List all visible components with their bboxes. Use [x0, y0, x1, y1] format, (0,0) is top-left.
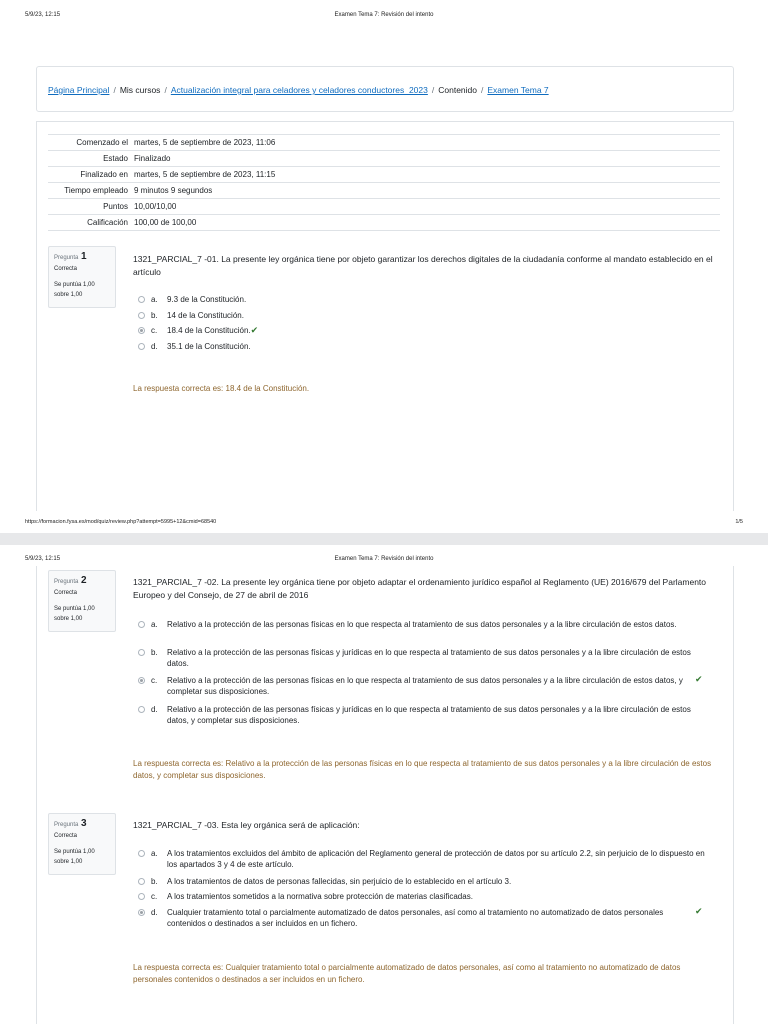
- answer-option[interactable]: [138, 891, 713, 903]
- answer-option[interactable]: [138, 294, 713, 306]
- answer-text: Relativo a la protección de las personas físicas en lo que respecta al tratamiento de sus datos personales y a la libre circulación de estos datos, y completar sus disposiciones.: [167, 676, 683, 696]
- summary-label: Puntos: [103, 202, 128, 211]
- attempt-summary-table: [48, 134, 720, 231]
- answer-option-selected[interactable]: [138, 675, 713, 699]
- answer-letter: d.: [151, 342, 158, 351]
- answer-option[interactable]: [138, 310, 713, 322]
- question-number-value: 1: [81, 251, 87, 262]
- question-prefix: Pregunta: [54, 255, 79, 261]
- question-prefix: Pregunta: [54, 579, 79, 585]
- print-title: Examen Tema 7: Revisión del intento: [334, 12, 434, 18]
- question-number-value: 2: [81, 575, 87, 586]
- radio-button[interactable]: [138, 706, 145, 713]
- answer-option[interactable]: [138, 876, 713, 888]
- page-separator: [0, 533, 768, 545]
- answer-text: A los tratamientos de datos de personas fallecidas, sin perjuicio de lo establecido en el artículo 3.: [167, 877, 512, 886]
- radio-button[interactable]: [138, 893, 145, 900]
- radio-button-checked[interactable]: [138, 677, 145, 684]
- question-1-text: 1321_PARCIAL_7 -01. La presente ley orgánica tiene por objeto garantizar los derechos digitales de la ciudadanía conforme al mandato establecido en el artículo: [133, 254, 713, 277]
- summary-label: Calificación: [87, 218, 128, 227]
- breadcrumb-separator: /: [431, 85, 435, 95]
- radio-button[interactable]: [138, 649, 145, 656]
- print-header: [0, 12, 768, 26]
- breadcrumb-content: Contenido: [438, 85, 477, 95]
- summary-row-grade: [48, 215, 720, 231]
- answer-option[interactable]: [138, 704, 713, 728]
- answer-text: 14 de la Constitución.: [167, 311, 244, 320]
- radio-button[interactable]: [138, 296, 145, 303]
- summary-row-state: [48, 151, 720, 167]
- question-1-feedback: La respuesta correcta es: 18.4 de la Constitución.: [133, 384, 310, 393]
- summary-label: Estado: [103, 154, 128, 163]
- summary-row-points: [48, 199, 720, 215]
- answer-letter: d.: [151, 908, 158, 917]
- summary-label: Comenzado el: [76, 138, 128, 147]
- breadcrumb-separator: /: [164, 85, 167, 95]
- question-number-value: 3: [81, 818, 87, 829]
- breadcrumb: [48, 85, 549, 95]
- question-1-info: [48, 246, 116, 308]
- breadcrumb-my-courses: Mis cursos: [119, 85, 161, 95]
- radio-button[interactable]: [138, 850, 145, 857]
- print-url: https://formacion.fysa.es/mod/quiz/review.php?attempt=5995+12&cmid=68540: [25, 519, 217, 525]
- answer-letter: a.: [151, 620, 158, 629]
- summary-value: 9 minutos 9 segundos: [134, 186, 213, 195]
- answer-option[interactable]: [138, 848, 713, 872]
- summary-label: Tiempo empleado: [64, 186, 128, 195]
- radio-button[interactable]: [138, 878, 145, 885]
- answer-text: Relativo a la protección de las personas físicas en lo que respecta al tratamiento de sus datos personales y a la libre circulación de estos datos.: [167, 620, 677, 629]
- question-3-feedback: La respuesta correcta es: Cualquier tratamiento total o parcialmente automatizado de datos personales, así como al tratamiento no automatizado de datos personales contenidos o destinados a ser incluidos en un fichero.: [133, 963, 681, 984]
- answer-text: Cualquier tratamiento total o parcialmente automatizado de datos personales, así como al tratamiento no automatizado de datos personales contenidos o destinados a ser incluidos en un fichero.: [167, 908, 664, 928]
- question-2-feedback: La respuesta correcta es: Relativo a la protección de las personas físicas en lo que respecta al tratamiento de sus datos personales y a la libre circulación de estos datos, y completar sus disposiciones.: [133, 759, 712, 780]
- radio-button[interactable]: [138, 621, 145, 628]
- answer-text: Relativo a la protección de las personas físicas y jurídicas en lo que respecta al tratamiento de sus datos personales y a la libre circulación de estos datos, y completar sus disposiciones.: [167, 705, 691, 725]
- answer-letter: a.: [151, 849, 158, 858]
- question-grade: Se puntúa 1,00 sobre 1,00: [54, 849, 95, 865]
- answer-option-selected[interactable]: [138, 907, 713, 931]
- print-page-number: 1/5: [735, 519, 743, 525]
- check-icon: ✔: [695, 674, 703, 684]
- summary-value: Finalizado: [134, 154, 171, 163]
- radio-button-checked[interactable]: [138, 909, 145, 916]
- answer-option[interactable]: [138, 647, 713, 671]
- answer-text: [167, 325, 707, 336]
- summary-label: Finalizado en: [80, 170, 128, 179]
- question-2-text: 1321_PARCIAL_7 -02. La presente ley orgánica tiene por objeto adaptar el ordenamiento jurídico español al Reglamento (UE) 2016/679 del Parlamento Europeo y del Consejo, de 27 de abril de 2016: [133, 577, 707, 600]
- answer-letter: c.: [151, 326, 158, 335]
- answer-letter: c.: [151, 892, 158, 901]
- question-grade: Se puntúa 1,00 sobre 1,00: [54, 282, 95, 298]
- question-number: [54, 575, 110, 586]
- question-3-text: 1321_PARCIAL_7 -03. Esta ley orgánica será de aplicación:: [133, 820, 360, 830]
- answer-letter: a.: [151, 295, 158, 304]
- answer-text-label: 18.4 de la Constitución.: [167, 326, 251, 335]
- radio-button-checked[interactable]: [138, 327, 145, 334]
- answer-text: A los tratamientos sometidos a la normativa sobre protección de materias clasificadas.: [167, 892, 473, 901]
- answer-letter: b.: [151, 311, 158, 320]
- summary-row-finished: [48, 167, 720, 183]
- answer-option[interactable]: [138, 619, 713, 643]
- question-number: [54, 818, 110, 829]
- question-grade: Se puntúa 1,00 sobre 1,00: [54, 606, 95, 622]
- print-title: Examen Tema 7: Revisión del intento: [334, 556, 434, 562]
- question-state: Correcta: [54, 266, 78, 272]
- check-icon: ✔: [250, 325, 259, 335]
- summary-row-started: [48, 135, 720, 151]
- summary-value: martes, 5 de septiembre de 2023, 11:15: [134, 170, 276, 179]
- answer-text: A los tratamientos excluidos del ámbito de aplicación del Reglamento general de protección de datos por su artículo 2.2, sin perjuicio de lo dispuesto en los apartados 3 y 4 de este artículo.: [167, 849, 705, 869]
- question-state: Correcta: [54, 590, 78, 596]
- answer-letter: c.: [151, 676, 158, 685]
- answer-letter: b.: [151, 648, 158, 657]
- breadcrumb-separator: /: [481, 85, 484, 95]
- question-2-info: [48, 570, 116, 632]
- summary-value: 100,00 de 100,00: [134, 218, 197, 227]
- breadcrumb-container: [36, 66, 734, 112]
- answer-option-selected[interactable]: [138, 325, 713, 337]
- breadcrumb-home-link[interactable]: Página Principal: [48, 85, 110, 95]
- summary-value: 10,00/10,00: [134, 202, 177, 211]
- question-prefix: Pregunta: [54, 822, 79, 828]
- summary-value: martes, 5 de septiembre de 2023, 11:06: [134, 138, 276, 147]
- radio-button[interactable]: [138, 343, 145, 350]
- answer-text: 9.3 de la Constitución.: [167, 295, 247, 304]
- check-icon: ✔: [695, 906, 703, 916]
- answer-letter: b.: [151, 877, 158, 886]
- answer-letter: d.: [151, 705, 158, 714]
- question-number: [54, 251, 110, 262]
- breadcrumb-exam-link[interactable]: Examen Tema 7: [487, 85, 549, 95]
- breadcrumb-separator: /: [113, 85, 116, 95]
- radio-button[interactable]: [138, 312, 145, 319]
- summary-row-time: [48, 183, 720, 199]
- question-state: Correcta: [54, 833, 78, 839]
- answer-text: Relativo a la protección de las personas físicas y jurídicas en lo que respecta al tratamiento de sus datos personales y a la libre circulación de estos datos.: [167, 648, 691, 668]
- answer-option[interactable]: [138, 341, 713, 353]
- answer-text: 35.1 de la Constitución.: [167, 342, 251, 351]
- question-3-info: [48, 813, 116, 875]
- breadcrumb-course-link[interactable]: Actualización integral para celadores y celadores conductores_2023: [170, 85, 428, 95]
- print-date: 5/9/23, 12:15: [25, 12, 61, 18]
- print-date: 5/9/23, 12:15: [25, 556, 61, 562]
